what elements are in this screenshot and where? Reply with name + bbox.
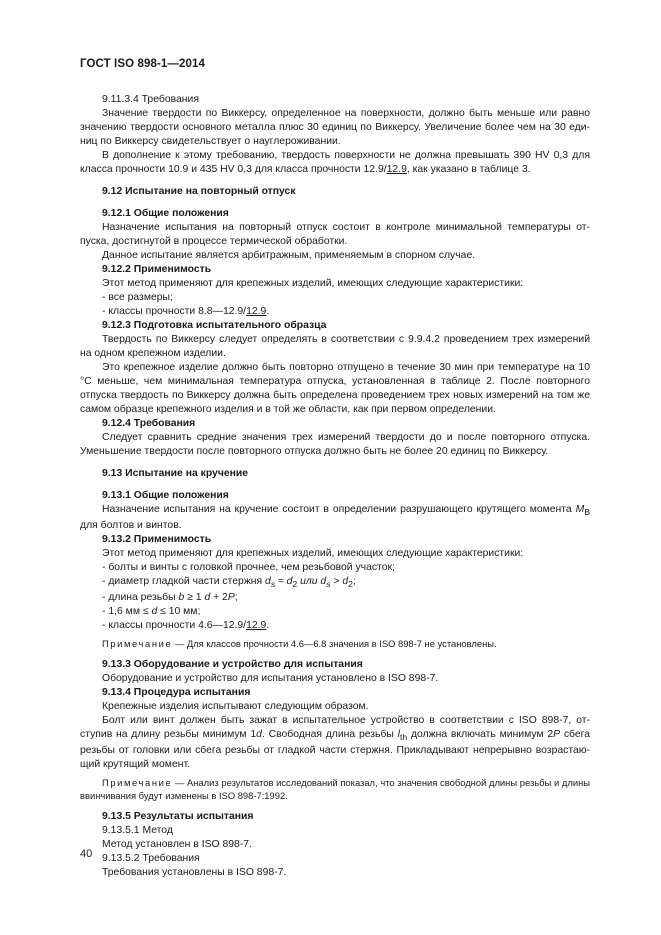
paragraph: Твердость по Виккерсу следует определять в соответствии с 9.9.4.2 проведением трех измерений на одном крепежном изделии. <box>80 334 590 359</box>
paragraph: Значение твердости по Виккерсу, определенное на поверхности, должно быть меньше или равно значению твердости основного металла плюс 30 единиц по Виккерсу. Увеличение более чем на 30 еди-ниц по Виккерсу свидетельствует о науглероживании. <box>80 108 590 147</box>
paragraph: В дополнение к этому требованию, твердость поверхности не должна превышать 390 HV 0,3 для класса прочности 10.9 и 435 HV 0,3 для класса прочности 12.9/12.9, как указано в таблице 3. <box>80 150 590 175</box>
document-header: ГОСТ ISO 898-1—2014 <box>80 58 205 70</box>
paragraph: Требования установлены в ISO 898-7. <box>102 867 287 879</box>
paragraph: 9.13.5.1 Метод <box>102 825 173 837</box>
list-item: - классы прочности 4.6—12.9/12.9. <box>102 620 270 632</box>
section-heading: 9.13.4 Процедура испытания <box>102 687 251 699</box>
list-item: - болты и винты с головкой прочнее, чем резьбовой участок; <box>102 562 395 574</box>
section-heading: 9.12 Испытание на повторный отпуск <box>102 186 296 197</box>
paragraph: Этот метод применяют для крепежных изделий, имеющих следующие характеристики: <box>102 278 524 289</box>
paragraph: 9.11.3.4 Требования <box>102 94 199 105</box>
list-item: - длина резьбы b ≥ 1 d + 2P; <box>102 592 238 604</box>
list-item: - диаметр гладкой части стержня $d_s \approx d_2$ или $d_s > d_2$; <box>102 576 356 590</box>
document-body <box>80 93 590 880</box>
paragraph: Назначение испытания на повторный отпуск состоит в контроле минимальной температуры от-пуска, достигнутой в процессе термической обработки. <box>80 222 590 247</box>
note-paragraph: Примечание — Анализ результатов исследований показал, что значения свободной длины резьбы и длины ввинчивания будут изменены в ISO 898-7:1992. <box>80 777 590 802</box>
section-heading: 9.12.4 Требования <box>102 418 196 429</box>
list-item: - классы прочности 8.8—12.9/12.9. <box>102 306 270 317</box>
page-number: 40 <box>80 848 93 860</box>
paragraph: Следует сравнить средние значения трех измерений твердости до и после повторного отпуска. Уменьшение твердости после повторного отпуска должно быть не более 20 единиц по Виккерсу. <box>80 432 590 457</box>
paragraph: Крепежные изделия испытывают следующим образом. <box>102 701 369 713</box>
paragraph: Это крепежное изделие должно быть повторно отпущено в течение 30 мин при температуре на 10 °С меньше, чем минимальная температура отпуска, установленная в таблице 2. После повторного отпуска твердость по Виккерсу должна быть определена проведением трех новых измерений на том же самом образце крепежного изделия и в той же области, как при первом определении. <box>80 362 590 415</box>
list-item: - все размеры; <box>102 292 173 303</box>
paragraph: Данное испытание является арбитражным, применяемым в спорном случае. <box>102 250 476 261</box>
list-item: - 1,6 мм ≤ d ≤ 10 мм; <box>102 606 201 618</box>
section-heading: 9.13.3 Оборудование и устройство для испытания <box>102 659 363 671</box>
section-heading: 9.13.5 Результаты испытания <box>102 811 254 823</box>
section-heading: 9.12.1 Общие положения <box>102 208 229 219</box>
section-heading: 9.12.2 Применимость <box>102 264 212 275</box>
section-heading: 9.13 Испытание на кручение <box>102 468 249 479</box>
section-heading: 9.12.3 Подготовка испытательного образца <box>102 320 327 331</box>
note-paragraph: Примечание — Для классов прочности 4.6—6.8 значения в ISO 898-7 не установлены. <box>102 638 497 650</box>
paragraph: Этот метод применяют для крепежных изделий, имеющих следующие характеристики: <box>102 548 524 560</box>
paragraph: 9.13.5.2 Требования <box>102 853 200 865</box>
paragraph: Назначение испытания на кручение состоит в определении разрушающего крутящего момента $M_B$ для болтов и винтов. <box>80 504 590 532</box>
paragraph: Метод установлен в ISO 898-7. <box>102 839 252 851</box>
paragraph: Болт или винт должен быть зажат в испытательное устройство в соответствии с ISO 898-7, от-ступив на длину резьбы минимум 1d. Свободная длина резьбы $l_{th}$ должна включать минимум 2P сбега резьбы от головки или сбега резьбы от гладкой части стержня. Прикладывают непрерывно возрастаю-щий крутящий момент. <box>80 715 591 771</box>
section-heading: 9.13.2 Применимость <box>102 534 212 546</box>
paragraph: Оборудование и устройство для испытания установлено в ISO 898-7. <box>102 673 439 685</box>
section-heading: 9.13.1 Общие положения <box>102 490 229 501</box>
